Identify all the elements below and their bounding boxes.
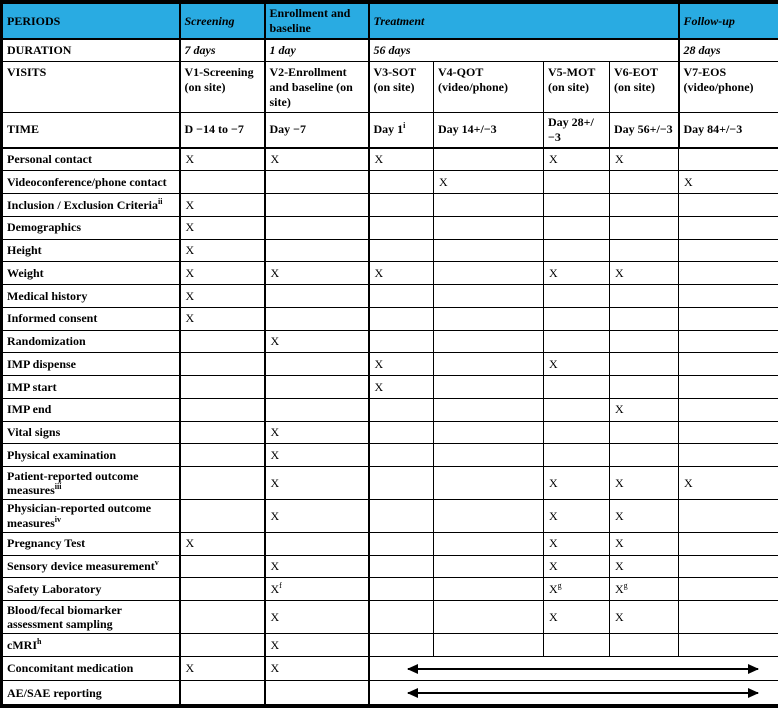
row-inclusion-exclusion-criteria [2,194,778,217]
mark-cell-follow-up [679,216,778,239]
mark-cell-v5-mot: X [544,555,610,578]
row-label-imp-start: IMP start [2,376,180,399]
row-label-concomitant-medication: Concomitant medication [2,656,180,681]
row-medical-history [2,285,778,308]
mark-cell-enrollment: X [265,656,369,681]
mark-cell-screening: X [180,194,265,217]
period-enrollment-and-baseline: Enrollment and baseline [265,2,369,39]
mark-cell-screening: X [180,239,265,262]
mark-cell-v5-mot [544,376,610,399]
mark-cell-v4-qot [434,398,544,421]
mark-cell-screening: X [180,532,265,555]
mark-cell-v4-qot [434,601,544,634]
mark-cell-v4-qot [434,633,544,656]
row-imp-start [2,376,778,399]
footnote-superscript: h [37,636,42,646]
mark-cell-v6-eot [610,216,679,239]
mark-cell-v5-mot [544,239,610,262]
mark-cell-enrollment: X [265,467,369,500]
mark-cell-v3-sot [369,633,434,656]
mark-cell-v6-eot [610,376,679,399]
mark-cell-screening [180,421,265,444]
mark-cell-v3-sot [369,171,434,194]
mark-cell-v4-qot [434,421,544,444]
row-vital-signs [2,421,778,444]
row-patient-reported-outcome-measures [2,467,778,500]
mark-cell-screening [180,444,265,467]
row-videoconference-phone-contact [2,171,778,194]
time-day-14-3: Day 14+/−3 [434,112,544,148]
row-label-informed-consent: Informed consent [2,307,180,330]
mark-cell-v5-mot: X [544,532,610,555]
mark-cell-v4-qot [434,532,544,555]
mark-cell-enrollment [265,216,369,239]
mark-cell-follow-up [679,578,778,601]
mark-cell-v3-sot [369,398,434,421]
mark-cell-v5-mot: X [544,499,610,532]
mark-cell-v3-sot [369,467,434,500]
mark-cell-v5-mot [544,171,610,194]
period-follow-up: Follow-up [679,2,778,39]
periods-row [2,2,778,39]
mark-cell-screening: X [180,262,265,285]
row-label-inclusion-exclusion-criteria: Inclusion / Exclusion Criteria$^{ii}$ [2,194,180,217]
mark-cell-screening: X [180,307,265,330]
row-label-patient-reported-outcome-measures: Patient-reported outcome measures$^{iii}$ [2,467,180,500]
mark-cell-follow-up [679,532,778,555]
mark-cell-enrollment [265,376,369,399]
mark-cell-v3-sot [369,285,434,308]
visit-v5-mot: V5-MOT (on site) [544,61,610,112]
mark-cell-follow-up: X [679,171,778,194]
mark-cell-v6-eot: X [610,601,679,634]
mark-cell-v5-mot [544,398,610,421]
row-height [2,239,778,262]
mark-cell-v3-sot [369,239,434,262]
mark-cell-v3-sot [369,330,434,353]
mark-cell-enrollment: $X^f$ [265,578,369,601]
visit-v4-qot: V4-QOT (video/phone) [434,61,544,112]
mark-cell-follow-up [679,239,778,262]
mark-cell-v5-mot [544,330,610,353]
row-label-vital-signs: Vital signs [2,421,180,444]
mark-cell-follow-up [679,633,778,656]
row-label-demographics: Demographics [2,216,180,239]
mark-cell-v3-sot [369,216,434,239]
row-cmri [2,633,778,656]
mark-cell-v5-mot [544,444,610,467]
mark-cell-v6-eot [610,444,679,467]
mark-cell-v4-qot [434,555,544,578]
row-informed-consent [2,307,778,330]
mark-cell-v5-mot [544,633,610,656]
mark-cell-enrollment [265,285,369,308]
mark-cell-enrollment: X [265,601,369,634]
time-day-84-3: Day 84+/−3 [679,112,778,148]
mark-cell-follow-up [679,148,778,171]
mark-cell-v4-qot [434,239,544,262]
row-randomization [2,330,778,353]
visits-label: VISITS [2,61,180,112]
mark-cell-v5-mot: $X^g$ [544,578,610,601]
row-weight [2,262,778,285]
mark-cell-v3-sot [369,444,434,467]
mark-cell-screening [180,681,265,706]
mark-cell-screening [180,633,265,656]
mark-cell-enrollment: X [265,555,369,578]
mark-cell-screening [180,376,265,399]
footnote-superscript: g [623,580,628,590]
mark-cell-screening [180,398,265,421]
time-day-56-3: Day 56+/−3 [610,112,679,148]
mark-cell-v5-mot [544,285,610,308]
mark-cell-v3-sot: X [369,148,434,171]
mark-cell-enrollment [265,171,369,194]
row-pregnancy-test [2,532,778,555]
row-label-blood-fecal-biomarker-assessment-sampling: Blood/fecal biomarker assessment sampling [2,601,180,634]
row-label-sensory-device-measurement: Sensory device measurement$^v$ [2,555,180,578]
mark-cell-enrollment [265,239,369,262]
mark-cell-v4-qot [434,376,544,399]
footnote-superscript: iii [54,481,62,491]
footnote-superscript: g [557,580,562,590]
mark-cell-v3-sot [369,578,434,601]
row-personal-contact [2,148,778,171]
row-sensory-device-measurement [2,555,778,578]
mark-cell-v4-qot [434,353,544,376]
mark-cell-follow-up [679,194,778,217]
mark-cell-v3-sot [369,555,434,578]
mark-cell-follow-up [679,444,778,467]
row-physician-reported-outcome-measures [2,499,778,532]
mark-cell-v3-sot: X [369,376,434,399]
mark-cell-enrollment [265,532,369,555]
mark-cell-enrollment: X [265,499,369,532]
row-label-physical-examination: Physical examination [2,444,180,467]
row-label-safety-laboratory: Safety Laboratory [2,578,180,601]
mark-cell-v6-eot [610,307,679,330]
mark-cell-screening [180,555,265,578]
time-day-28-3: Day 28+/−3 [544,112,610,148]
mark-cell-enrollment: X [265,633,369,656]
footnote-superscript: iv [54,514,62,524]
mark-cell-v6-eot [610,353,679,376]
mark-cell-v6-eot: X [610,467,679,500]
footnote-superscript: i [403,121,406,131]
row-safety-laboratory [2,578,778,601]
time-d-14-to-7: D −14 to −7 [180,112,265,148]
mark-cell-follow-up [679,353,778,376]
mark-cell-follow-up [679,307,778,330]
mark-cell-v6-eot: X [610,398,679,421]
row-label-imp-dispense: IMP dispense [2,353,180,376]
footnote-superscript: ii [158,196,163,206]
mark-cell-follow-up [679,330,778,353]
double-arrow [408,668,759,670]
mark-cell-follow-up: X [679,467,778,500]
assessment-rows [2,148,778,706]
mark-cell-v3-sot [369,421,434,444]
row-physical-examination [2,444,778,467]
mark-cell-enrollment [265,681,369,706]
mark-cell-v5-mot [544,307,610,330]
mark-cell-screening: X [180,656,265,681]
timeline-arrow-cell [369,681,778,706]
mark-cell-v3-sot [369,532,434,555]
mark-cell-v5-mot: X [544,467,610,500]
mark-cell-v6-eot [610,421,679,444]
footnote-superscript: v [154,558,159,568]
mark-cell-follow-up [679,499,778,532]
mark-cell-v6-eot [610,285,679,308]
mark-cell-v4-qot [434,262,544,285]
footnote-superscript: f [279,580,282,590]
mark-cell-screening [180,467,265,500]
mark-cell-v3-sot: X [369,353,434,376]
mark-cell-v3-sot [369,601,434,634]
mark-cell-v4-qot [434,467,544,500]
row-concomitant-medication [2,656,778,681]
mark-cell-screening [180,330,265,353]
mark-cell-v4-qot [434,216,544,239]
visit-v7-eos: V7-EOS (video/phone) [679,61,778,112]
mark-cell-v4-qot [434,499,544,532]
mark-cell-screening [180,499,265,532]
mark-cell-v5-mot: X [544,148,610,171]
mark-cell-v6-eot [610,239,679,262]
row-label-weight: Weight [2,262,180,285]
mark-cell-v5-mot [544,216,610,239]
mark-cell-v6-eot [610,194,679,217]
mark-cell-enrollment: X [265,330,369,353]
mark-cell-v3-sot [369,194,434,217]
mark-cell-enrollment: X [265,421,369,444]
mark-cell-enrollment: X [265,262,369,285]
time-row [2,112,778,148]
row-blood-fecal-biomarker-assessment-sampling [2,601,778,634]
row-demographics [2,216,778,239]
mark-cell-v4-qot [434,194,544,217]
mark-cell-v4-qot [434,307,544,330]
mark-cell-v6-eot [610,633,679,656]
row-label-randomization: Randomization [2,330,180,353]
row-label-cmri: cMRI$^h$ [2,633,180,656]
mark-cell-v6-eot: $X^g$ [610,578,679,601]
visit-v1-screening: V1-Screening (on site) [180,61,265,112]
visits-row [2,61,778,112]
mark-cell-v6-eot: X [610,499,679,532]
row-label-medical-history: Medical history [2,285,180,308]
mark-cell-enrollment [265,398,369,421]
mark-cell-v6-eot: X [610,555,679,578]
row-label-imp-end: IMP end [2,398,180,421]
mark-cell-screening: X [180,148,265,171]
row-label-height: Height [2,239,180,262]
mark-cell-v4-qot [434,285,544,308]
time-day-1: Day 1$^i$ [369,112,434,148]
mark-cell-v6-eot: X [610,148,679,171]
visit-v6-eot: V6-EOT (on site) [610,61,679,112]
mark-cell-enrollment [265,307,369,330]
mark-cell-follow-up [679,601,778,634]
mark-cell-v4-qot [434,148,544,171]
mark-cell-screening [180,578,265,601]
row-label-ae-sae-reporting: AE/SAE reporting [2,681,180,706]
row-label-pregnancy-test: Pregnancy Test [2,532,180,555]
mark-cell-follow-up [679,398,778,421]
mark-cell-v6-eot: X [610,532,679,555]
mark-cell-v5-mot [544,194,610,217]
mark-cell-v5-mot: X [544,262,610,285]
time-day-7: Day −7 [265,112,369,148]
period-screening: Screening [180,2,265,39]
mark-cell-v6-eot [610,171,679,194]
mark-cell-enrollment [265,194,369,217]
mark-cell-enrollment: X [265,148,369,171]
mark-cell-v5-mot: X [544,601,610,634]
double-arrow [408,692,759,694]
row-label-personal-contact: Personal contact [2,148,180,171]
periods-label: PERIODS [2,2,180,39]
mark-cell-enrollment [265,353,369,376]
mark-cell-v5-mot [544,421,610,444]
mark-cell-screening: X [180,216,265,239]
mark-cell-v4-qot [434,330,544,353]
duration-label: DURATION [2,39,180,61]
mark-cell-v5-mot: X [544,353,610,376]
mark-cell-screening [180,353,265,376]
duration-7-days: 7 days [180,39,265,61]
mark-cell-screening [180,171,265,194]
row-imp-end [2,398,778,421]
row-ae-sae-reporting [2,681,778,706]
time-label: TIME [2,112,180,148]
duration-1-day: 1 day [265,39,369,61]
row-label-physician-reported-outcome-measures: Physician-reported outcome measures$^{iv}$ [2,499,180,532]
mark-cell-follow-up [679,262,778,285]
mark-cell-v4-qot [434,444,544,467]
duration-28-days: 28 days [679,39,778,61]
mark-cell-enrollment: X [265,444,369,467]
mark-cell-v3-sot [369,499,434,532]
mark-cell-v6-eot: X [610,262,679,285]
mark-cell-v3-sot: X [369,262,434,285]
mark-cell-screening [180,601,265,634]
mark-cell-follow-up [679,421,778,444]
mark-cell-follow-up [679,555,778,578]
mark-cell-follow-up [679,285,778,308]
mark-cell-screening: X [180,285,265,308]
timeline-arrow-cell [369,656,778,681]
row-imp-dispense [2,353,778,376]
schedule-header [2,2,778,148]
duration-row [2,39,778,61]
visit-v2-enrollment: V2-Enrollment and baseline (on site) [265,61,369,112]
mark-cell-v4-qot: X [434,171,544,194]
mark-cell-v4-qot [434,578,544,601]
mark-cell-v3-sot [369,307,434,330]
row-label-videoconference-phone-contact: Videoconference/phone contact [2,171,180,194]
mark-cell-follow-up [679,376,778,399]
visit-v3-sot: V3-SOT (on site) [369,61,434,112]
mark-cell-v6-eot [610,330,679,353]
period-treatment: Treatment [369,2,679,39]
duration-56-days: 56 days [369,39,679,61]
